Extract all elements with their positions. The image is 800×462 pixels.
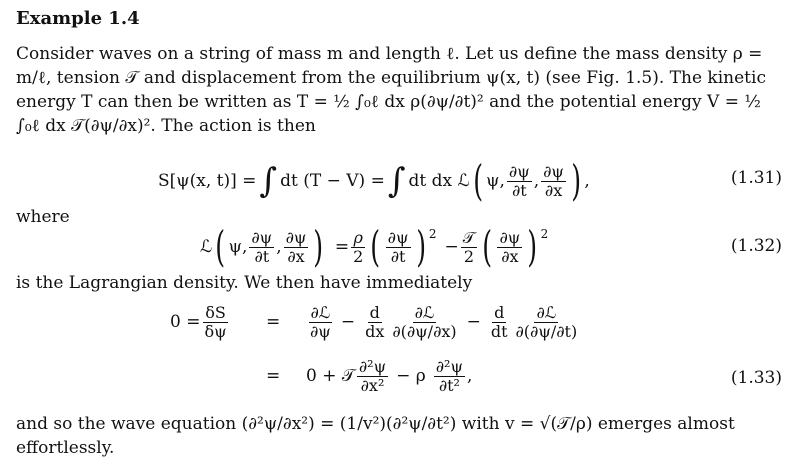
numerator: ∂ψ: [499, 227, 521, 247]
numerator: ∂ψ: [508, 161, 530, 181]
fraction: [497, 229, 522, 265]
numerator: ∂ψ: [251, 227, 273, 247]
numerator: δS: [205, 303, 226, 322]
minus-sign: −: [340, 312, 356, 333]
lagrangian-text: is the Lagrangian density. We then have immediately: [16, 273, 473, 293]
equation-number: (1.32): [730, 236, 782, 256]
denominator: 2: [353, 246, 364, 266]
equation-1-33b-rhs: [306, 358, 472, 394]
denominator: ∂x: [544, 180, 563, 200]
denominator: ∂t²: [438, 375, 460, 395]
intro-paragraph: Consider waves on a string of mass m and length ℓ. Let us define the mass density ρ = m/ℓ, tension 𝒯 and displacement from the equilibrium ψ(x, t) (see Fig. 1.5). The kinetic energy T can then be written as T = ½ ∫₀ℓ dx ρ(∂ψ/∂t)² and the potential energy V = ½ ∫₀ℓ dx 𝒯(∂ψ/∂x)². The action is then: [16, 44, 766, 136]
fraction: [461, 229, 477, 265]
denominator: ∂(∂ψ/∂x): [392, 321, 457, 341]
equals-sign: =: [266, 312, 281, 332]
numerator: d: [494, 303, 505, 322]
equation-1-32: [0, 222, 800, 271]
left-paren: (: [215, 222, 226, 271]
right-paren: ): [571, 156, 582, 205]
equation-number: (1.31): [730, 168, 782, 188]
equation-number: (1.33): [730, 368, 782, 388]
minus-sign: −: [466, 312, 481, 333]
equation-1-32-body: ℒ ( ψ, $\frac{\partial\psi}{\partial t}$ , $\frac{\partial\psi}{\partial x}$ ) = $\frac{\rho}{2}$ ( $\frac{\partial\psi}{\partial t}$ ) 2 − $\frac{\text{𝒯}}{2}$ ( $\frac{\partial\psi}{\partial x}$ ) 2: [200, 222, 549, 271]
fraction: [357, 358, 388, 394]
numerator: ∂²ψ: [358, 357, 387, 376]
numerator: 𝒯: [462, 227, 476, 247]
numerator: ∂ℒ: [414, 303, 435, 322]
eq131-rhs: dt dx ℒ: [408, 171, 470, 191]
exponent: 2: [428, 227, 437, 241]
eq133b-start: 0 + 𝒯: [306, 366, 355, 387]
numerator: ∂ℒ: [536, 303, 557, 322]
eq131-tail: ,: [584, 171, 590, 191]
left-paren: (: [370, 222, 381, 271]
example-heading: Example 1.4: [16, 8, 140, 29]
eq132-args: ψ,: [228, 237, 248, 257]
fraction: [434, 358, 465, 394]
fraction: [390, 304, 458, 340]
equation-1-33a-lhs: [170, 304, 231, 340]
eq133b-tail: ,: [467, 366, 473, 387]
equation-1-33-line-1: [0, 304, 800, 344]
numerator: ρ: [353, 227, 363, 247]
eq131-args: ψ,: [486, 171, 505, 191]
fraction: [489, 304, 510, 340]
numerator: ∂²ψ: [435, 357, 464, 376]
denominator: δψ: [204, 321, 227, 341]
closing-paragraph: and so the wave equation (∂²ψ/∂x²) = (1/v²)(∂²ψ/∂t²) with v = √(𝒯/ρ) emerges almost effortlessly.: [16, 414, 735, 458]
numerator: ∂ψ: [387, 227, 409, 247]
equals-sign: =: [266, 366, 281, 386]
equation-1-31-body: S[ψ(x, t)] = ∫ dt (T − V) = ∫ dt dx ℒ ( ψ, $\frac{\partial\psi}{\partial t}$ , $\frac{\partial\psi}{\partial x}$ ) ,: [158, 156, 590, 205]
fraction: [507, 163, 532, 199]
fraction: [541, 163, 566, 199]
denominator: dt: [490, 321, 508, 341]
equals-sign: =: [334, 237, 350, 257]
left-paren: (: [482, 222, 493, 271]
denominator: 2: [463, 246, 474, 266]
denominator: ∂x: [287, 246, 305, 266]
denominator: ∂x²: [360, 375, 385, 395]
denominator: ∂t: [390, 246, 406, 266]
fraction: [308, 304, 333, 340]
right-paren: ): [313, 222, 324, 271]
right-paren: ): [527, 222, 538, 271]
equation-1-31: [0, 156, 800, 205]
numerator: ∂ℒ: [310, 303, 331, 322]
denominator: ∂t: [511, 180, 527, 200]
eq132-lhs: ℒ: [200, 237, 213, 257]
right-paren: ): [415, 222, 426, 271]
fraction: [514, 304, 580, 340]
denominator: dx: [365, 321, 385, 341]
zero-equals: 0 =: [170, 312, 201, 333]
left-paren: (: [473, 156, 483, 205]
fraction: [249, 229, 274, 265]
exponent: 2: [540, 227, 549, 241]
fraction: [386, 229, 411, 265]
numerator: ∂ψ: [285, 227, 307, 247]
fraction: [351, 229, 365, 265]
minus-rho: − ρ: [396, 366, 426, 387]
numerator: d: [369, 303, 380, 322]
minus-sign: −: [444, 237, 459, 257]
denominator: ∂(∂ψ/∂t): [515, 321, 578, 341]
eq131-mid: dt (T − V) =: [280, 171, 385, 191]
fraction: [202, 304, 228, 340]
numerator: ∂ψ: [543, 161, 564, 181]
where-text: where: [16, 207, 70, 227]
equation-1-33a-rhs: [306, 304, 581, 340]
fraction: [363, 304, 386, 340]
denominator: ∂ψ: [310, 321, 331, 341]
eq131-lhs: S[ψ(x, t)] =: [158, 171, 257, 191]
denominator: ∂t: [254, 246, 270, 266]
fraction: [284, 229, 309, 265]
denominator: ∂x: [501, 246, 519, 266]
integral-sign: ∫: [259, 161, 278, 201]
integral-sign: ∫: [387, 161, 406, 201]
equation-1-33-line-2: [0, 358, 800, 398]
